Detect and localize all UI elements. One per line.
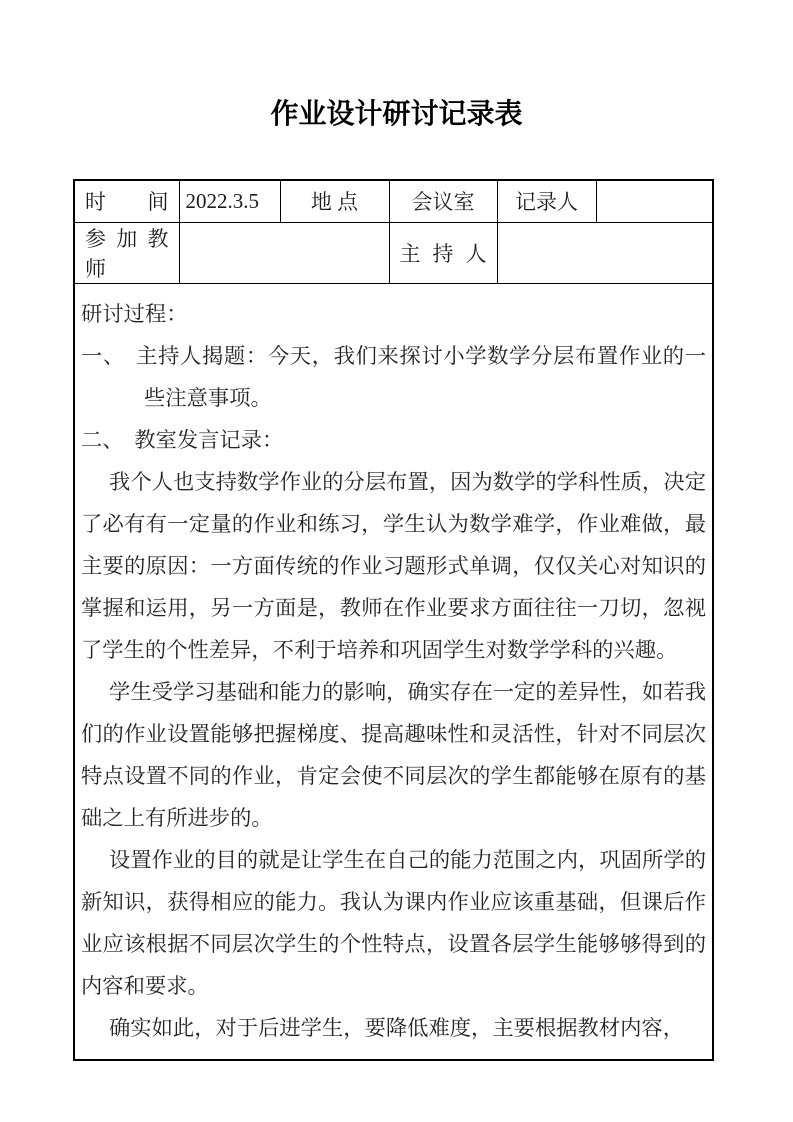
record-table xyxy=(73,179,714,1061)
discussion-cell xyxy=(74,283,713,1060)
place-label: 地 点 xyxy=(280,180,389,222)
host-value xyxy=(497,222,713,283)
participants-value xyxy=(179,222,389,283)
discussion-item-2: 二、 教室发言记录： xyxy=(81,428,284,452)
recorder-label: 记录人 xyxy=(497,180,596,222)
discussion-row xyxy=(74,283,713,1060)
document-title: 作业设计研讨记录表 xyxy=(270,98,523,129)
meta-row-1 xyxy=(74,180,713,222)
time-value: 2022.3.5 xyxy=(179,180,280,222)
place-value: 会议室 xyxy=(389,180,497,222)
host-label: 主持人 xyxy=(389,222,497,283)
participants-label: 参加教师 xyxy=(74,222,179,283)
discussion-heading: 研讨过程： xyxy=(81,302,188,326)
discussion-paragraph-3: 设置作业的目的就是让学生在自己的能力范围之内，巩固所学的新知识，获得相应的能力。我认为课内作业应该重基础，但课后作业应该根据不同层次学生的个性特点，设置各层学生能够够得到的内容和要求。 xyxy=(81,848,706,998)
discussion-paragraph-2: 学生受学习基础和能力的影响，确实存在一定的差异性，如若我们的作业设置能够把握梯度、提高趣味性和灵活性，针对不同层次特点设置不同的作业，肯定会使不同层次的学生都能够在原有的基础之上有所进步的。 xyxy=(81,680,706,830)
meta-row-2 xyxy=(74,222,713,283)
discussion-paragraph-1: 我个人也支持数学作业的分层布置，因为数学的学科性质，决定了必有有一定量的作业和练习，学生认为数学难学，作业难做，最主要的原因：一方面传统的作业习题形式单调，仅仅关心对知识的掌握和运用，另一方面是，教师在作业要求方面往往一刀切，忽视了学生的个性差异，不利于培养和巩固学生对数学学科的兴趣。 xyxy=(81,470,706,662)
discussion-paragraph-4: 确实如此，对于后进学生，要降低难度，主要根据教材内容， xyxy=(109,1016,685,1040)
time-label: 时间 xyxy=(74,180,179,222)
discussion-item-1: 一、 主持人揭题：今天，我们来探讨小学数学分层布置作业的一些注意事项。 xyxy=(81,344,706,410)
recorder-value xyxy=(596,180,713,222)
